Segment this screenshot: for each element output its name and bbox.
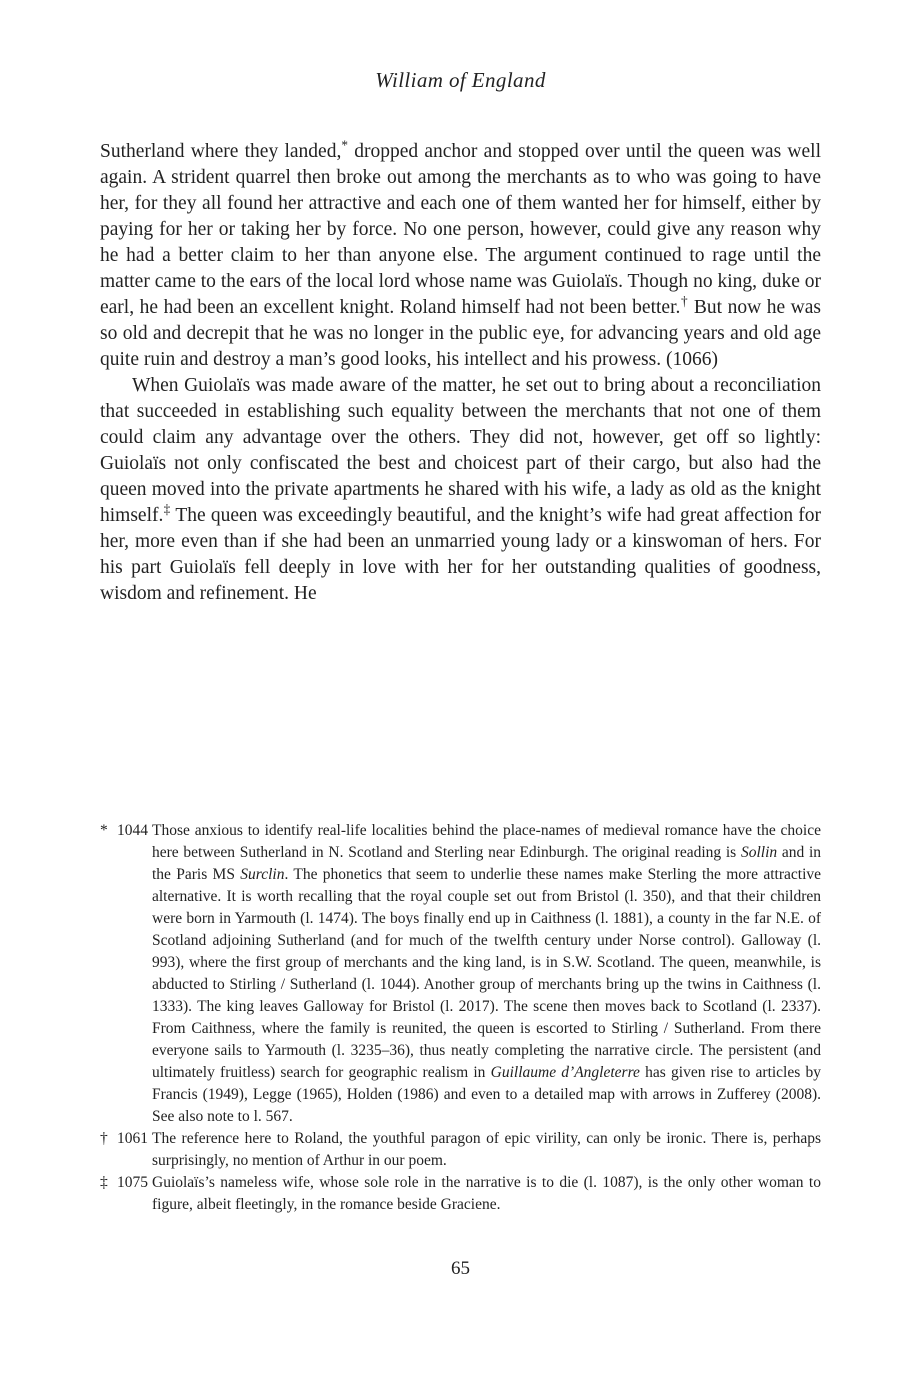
page-number: 65	[451, 1258, 470, 1279]
paragraph: Sutherland where they landed,* dropped anchor and stopped over until the queen was well again. A strident quarrel then broke out among the merchants as to who was going to have her, for they all found her attractive and each one of them wanted her for himself, either by paying for her or taking her by force. No one person, however, could give any reason why he had a better claim to her than anyone else. The argument continued to rage until the matter came to the ears of the local lord whose name was Guiolaïs. Though no king, duke or earl, he had been an excellent knight. Roland himself had not been better.† But now he was so old and decrepit that he was no longer in the public eye, for advancing years and old age quite ruin and destroy a man’s good looks, his intellect and his prowess. (1066)	[100, 137, 822, 370]
footnote-line-number: 1075	[117, 1174, 148, 1191]
body-text	[100, 139, 821, 607]
italic-text: Sollin	[740, 844, 778, 861]
footnote-line-number: 1061	[117, 1130, 148, 1147]
footnote-reference: ‡	[163, 501, 171, 517]
paragraph: When Guiolaïs was made aware of the matter, he set out to bring about a reconciliation that succeeded in establishing such equality between the merchants that not one of them could claim any advantage over the others. They did not, however, get off so lightly: Guiolaïs not only confiscated the best and choicest part of their cargo, but also had the queen moved into the private apartments he shared with his wife, a lady as old as the knight himself.‡ The queen was exceedingly beautiful, and the knight’s wife had great affection for her, more even than if she had been an unmarried young lady or a kinswoman of hers. For his part Guiolaïs fell deeply in love with her for her outstanding qualities of goodness, wisdom and refinement. He	[100, 375, 822, 604]
italic-text: Guillaume d’Angleterre	[490, 1064, 640, 1081]
footnotes	[100, 820, 821, 1216]
footnote-line-number: 1044	[117, 822, 148, 839]
footnote-text: Those anxious to identify real-life localities behind the place-names of medieval romance have the choice here between Sutherland in N. Scotland and Sterling near Edinburgh. The original reading is Sollin and in the Paris MS Surclin. The phonetics that seem to underlie these names make Sterling the more attractive alternative. It is worth recalling that the royal couple set out from Bristol (l. 350), and that their children were born in Yarmouth (l. 1474). The boys finally end up in Caithness (l. 1881), a county in the far N.E. of Scotland adjoining Sutherland (and for much of the twelfth century under Norse control). Galloway (l. 993), where the first group of merchants and the king land, is in S.W. Scotland. The queen, meanwhile, is abducted to Stirling / Sutherland (l. 1044). Another group of merchants bring up the twins in Caithness (l. 1333). The king leaves Galloway for Bristol (l. 2017). The scene then moves back to Scotland (l. 2337). From Caithness, where the family is reunited, the queen is escorted to Stirling / Sutherland. From there everyone sails to Yarmouth (l. 3235–36), thus neatly completing the narrative circle. The persistent (and ultimately fruitless) search for geographic realism in Guillaume d’Angleterre has given rise to articles by Francis (1949), Legge (1965), Holden (1986) and even to a detailed map with arrows in Zufferey (2008). See also note to l. 567.	[152, 822, 822, 1125]
footnote-marker: ‡	[100, 1174, 108, 1191]
footnote-text: Guiolaïs’s nameless wife, whose sole role in the narrative is to die (l. 1087), is the only other woman to figure, albeit fleetingly, in the romance beside Graciene.	[152, 1174, 821, 1213]
footnote	[100, 1128, 821, 1172]
footnote-reference: *	[341, 137, 348, 153]
footnote	[100, 820, 821, 1128]
footnote-marker: †	[100, 1130, 108, 1147]
footnote-text: The reference here to Roland, the youthful paragon of epic virility, can only be ironic. There is, perhaps surprisingly, no mention of Arthur in our poem.	[152, 1130, 821, 1169]
footnote	[100, 1172, 821, 1216]
running-head: William of England	[375, 68, 546, 92]
footnote-marker: *	[100, 822, 108, 839]
footnote-reference: †	[680, 293, 689, 309]
italic-text: Surclin	[240, 866, 285, 883]
